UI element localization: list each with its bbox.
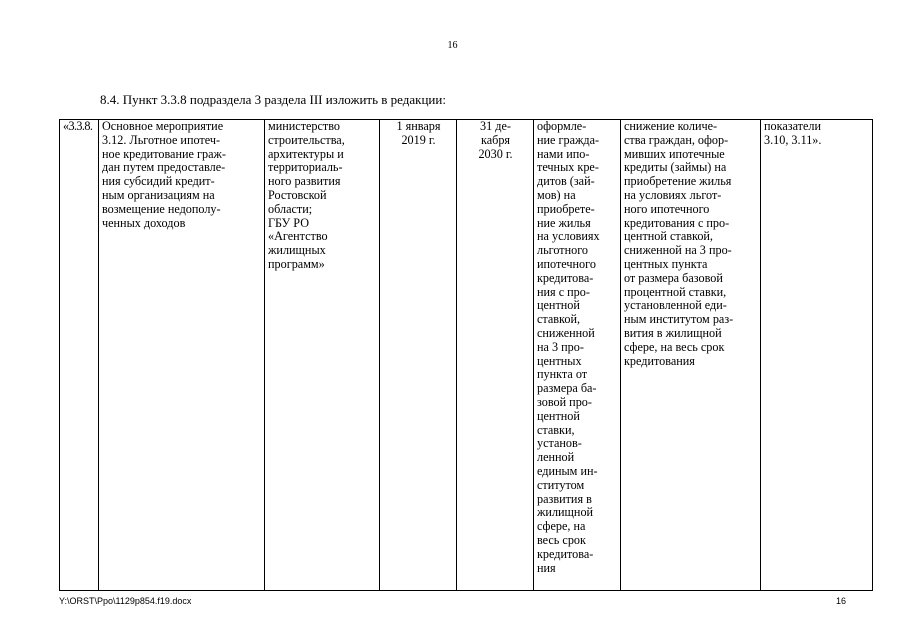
- expected-result-text: оформле- ние гражда- нами ипо- течных кре- дитов (зай- мов) на приобрете- ние жилья на условиях льготного ипотечного кредитова- ния с про- центной ставкой, сниженной на 3 про- центных пункта от размера ба- зовой про- центной ставки, установ- ленной единым ин- ститутом развития в жилищной сфере, на весь срок кредитова- ния: [537, 119, 600, 575]
- measure-name-text: Основное мероприятие 3.12. Льготное ипотеч- ное кредитование граж- дан путем предоставле- ния субсидий кредит- ным организациям на возмещение недополу- ченных доходов: [102, 119, 226, 230]
- intro-paragraph: 8.4. Пункт 3.3.8 подраздела 3 раздела III изложить в редакции:: [100, 92, 446, 107]
- table-row: [60, 120, 873, 591]
- start-date-text: 1 января 2019 г.: [396, 119, 441, 147]
- cell-start-date: [380, 120, 457, 591]
- measures-table: [59, 119, 873, 591]
- cell-expected-result: [534, 120, 621, 591]
- item-number-text: «3.3.8.: [63, 119, 93, 133]
- cell-measure-name: [99, 120, 265, 591]
- cell-end-date: [457, 120, 534, 591]
- cell-item-number: [60, 120, 99, 591]
- cell-non-implementation-effect: [621, 120, 761, 591]
- page-number-top: 16: [447, 40, 458, 51]
- footer-page-number: 16: [835, 596, 846, 606]
- footer-file-path: Y:\ORST\Ppo\1129p854.f19.docx: [59, 596, 192, 606]
- non-implementation-effect-text: снижение количе- ства граждан, офор- мивших ипотечные кредиты (займы) на приобретение жилья на условиях льгот- ного ипотечного кредитования с про- центной ставкой, сниженной на 3 про- центных пункта от размера базовой процентной ставки, установленной еди- ным институтом раз- вития в жилищной сфере, на весь срок кредитования: [624, 119, 734, 368]
- cell-executor: [265, 120, 380, 591]
- related-indicators-text: показатели 3.10, 3.11».: [764, 119, 822, 147]
- cell-related-indicators: [761, 120, 873, 591]
- executor-text: министерство строительства, архитектуры и территориаль- ного развития Ростовской области; ГБУ РО «Агентство жилищных программ»: [268, 119, 345, 271]
- end-date-text: 31 де- кабря 2030 г.: [478, 119, 513, 161]
